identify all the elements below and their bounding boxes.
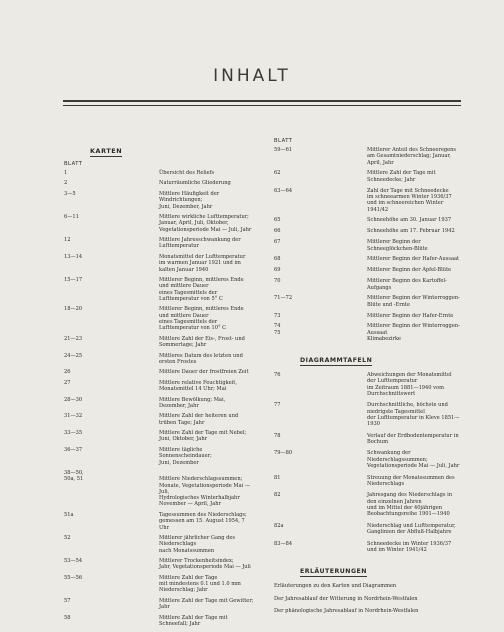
toc-entry-title: Mittlere relative Feuchtigkeit, Monatsmittel 14 Uhr; Mai xyxy=(159,379,237,393)
toc-entry-number: 74 75 xyxy=(274,323,281,336)
toc-entry xyxy=(274,450,460,469)
toc-entry xyxy=(64,598,254,611)
blatt-label: BLATT xyxy=(274,138,293,144)
toc-entry-number: 3—5 xyxy=(64,190,76,197)
toc-entry-title: Mittlere Dauer der frostfreien Zeit xyxy=(159,369,249,376)
toc-entry-number: 83—84 xyxy=(274,540,293,547)
toc-entry xyxy=(64,353,254,366)
toc-entry-number: 24—25 xyxy=(64,352,83,359)
toc-entry-title: Mittlerer Anteil des Schneeregens am Gesamtniederschlag; Januar, April, Jahr xyxy=(367,147,457,166)
toc-entry xyxy=(64,535,254,554)
toc-entry-number: 70 xyxy=(274,278,281,285)
toc-entry-title: Tagessummen des Niederschlags; gemessen am 15. August 1954, 7 Uhr xyxy=(159,511,247,531)
toc-entry-number: 71—72 xyxy=(274,295,293,302)
toc-note-entry: Der phänologische Jahresablauf in Nordrhein-Westfalen xyxy=(274,607,419,614)
karten-list-continued xyxy=(274,147,460,342)
toc-entry xyxy=(64,369,254,375)
toc-entry-number: 58 xyxy=(64,614,71,621)
toc-entry-title: Mittlere Zahl der Tage mit Schneefall; Jahr xyxy=(159,614,228,628)
toc-entry xyxy=(64,191,254,210)
toc-entry-number: 59—61 xyxy=(274,147,293,153)
contents-column-right xyxy=(274,138,460,620)
toc-entry-number: 69 xyxy=(274,267,281,274)
section-heading-karten: KARTEN xyxy=(90,147,123,155)
toc-entry-title: Naturräumliche Gliederung xyxy=(159,180,231,187)
toc-entry-number: 55—56 xyxy=(64,574,83,581)
toc-entry xyxy=(274,147,460,166)
toc-entry-title: Mittlere wirkliche Lufttemperatur; Januar, April, Juli, Oktober, Vegetationsperiode Mai — Juli, Jahr xyxy=(159,214,252,233)
toc-entry-number: 6—11 xyxy=(64,214,79,221)
toc-entry-title: Schneehöhe am 30. Januar 1937 xyxy=(367,217,452,224)
toc-entry-title: Mittlere Zahl der Tage mit Schneedecke; Jahr xyxy=(367,170,436,183)
toc-entry-number: 31—32 xyxy=(64,413,83,420)
title-rule-thin xyxy=(63,105,461,106)
toc-entry-title: Mittlere Zahl der Eis-, Frost- und Sommertage; Jahr xyxy=(159,335,245,349)
section-heading-erlaeuterungen: ERLÄUTERUNGEN xyxy=(300,568,367,576)
toc-entry xyxy=(274,256,460,262)
toc-entry-number: 82a xyxy=(274,522,284,529)
karten-list xyxy=(64,170,254,627)
toc-entry-number: 18—20 xyxy=(64,306,83,313)
toc-entry xyxy=(274,492,460,517)
toc-entry-number: 26 xyxy=(64,369,71,376)
toc-entry xyxy=(64,470,254,508)
toc-entry xyxy=(64,214,254,233)
toc-entry-number: 28—30 xyxy=(64,396,83,403)
toc-entry-number: 81 xyxy=(274,474,281,481)
toc-entry-title: Mittlerer Beginn der Schneeglöckchen-Blüte xyxy=(367,239,428,252)
diagrammtafeln-list xyxy=(274,372,460,553)
toc-entry-number: 51a xyxy=(64,511,74,518)
toc-entry xyxy=(274,402,460,427)
page-title: INHALT xyxy=(213,66,291,86)
toc-entry-number: 13—14 xyxy=(64,253,83,260)
toc-entry xyxy=(64,447,254,466)
toc-entry-number: 1 xyxy=(64,170,68,176)
toc-entry xyxy=(64,336,254,349)
title-rule-thick xyxy=(63,100,461,102)
toc-entry xyxy=(274,170,460,183)
toc-entry xyxy=(64,558,254,571)
toc-entry-title: Monatsmittel der Lufttemperatur im warmen Januar 1921 und im kalten Januar 1940 xyxy=(159,253,246,273)
toc-entry-number: 27 xyxy=(64,379,71,386)
toc-entry-title: Mittlerer Beginn, mittleres Ende und mittlere Dauer eines Tagesmittels der Lufttemperatur von 5° C xyxy=(159,276,244,302)
toc-entry xyxy=(274,541,460,554)
toc-entry xyxy=(64,277,254,302)
toc-entry-title: Schneedecke im Winter 1936/37 und im Winter 1941/42 xyxy=(367,540,452,553)
contents-column-left xyxy=(64,138,254,632)
toc-entry-title: Mittlere tägliche Sonnenscheindauer; Juni, Dezember xyxy=(159,446,212,466)
toc-note-entry: Erläuterungen zu den Karten und Diagrammen xyxy=(274,583,397,590)
toc-entry xyxy=(64,254,254,273)
toc-entry xyxy=(274,267,460,273)
toc-entry-number: 57 xyxy=(64,597,71,604)
toc-entry-number: 65 xyxy=(274,217,281,224)
toc-entry-title: Mittlere Niederschlagssummen; Monate, Vegetationsperiode Mai — Juli, Hydrologisches Winterhalbjahr November — April, Jahr xyxy=(159,476,251,508)
toc-entry-number: 36—37 xyxy=(64,446,83,453)
section-heading-diagrammtafeln: DIAGRAMMTAFELN xyxy=(300,356,373,364)
toc-entry xyxy=(274,217,460,223)
toc-entry-number: 68 xyxy=(274,256,281,263)
toc-entry-title: Mittlerer Beginn der Hafer-Ernte xyxy=(367,312,454,319)
toc-entry-title: Mittlerer Trockenheitsindex; Jahr, Vegetationsperiode Mai — Juli xyxy=(159,558,251,571)
toc-entry-title: Mittlerer jährlicher Gang des Niederschlags nach Monatssummen xyxy=(159,535,236,554)
toc-entry-title: Niederschlag und Lufttemperatur, Ganglinien der Abfluß-Halbjahre xyxy=(367,522,456,536)
toc-entry xyxy=(64,575,254,594)
toc-entry xyxy=(64,180,254,186)
toc-entry-number: 2 xyxy=(64,180,68,187)
toc-entry xyxy=(274,323,460,342)
toc-entry xyxy=(274,475,460,488)
toc-entry-number: 76 xyxy=(274,371,281,378)
toc-entry xyxy=(274,239,460,252)
toc-entry-title: Streuung der Monatssummen des Niederschlags xyxy=(367,474,455,487)
toc-entry xyxy=(64,237,254,250)
toc-entry-title: Mittlere Zahl der Tage mit Nebel; Juni, Oktober, Jahr xyxy=(159,430,247,443)
toc-entry-number: 62 xyxy=(274,170,281,177)
toc-entry-title: Mittlerer Beginn der Hafer-Aussaat xyxy=(367,256,460,263)
toc-entry-number: 66 xyxy=(274,228,281,235)
erlaeuterungen-list xyxy=(274,583,460,614)
toc-entry xyxy=(274,278,460,291)
toc-entry-number: 78 xyxy=(274,432,281,439)
toc-entry xyxy=(274,295,460,308)
toc-entry-number: 73 xyxy=(274,312,281,319)
toc-entry-number: 79—80 xyxy=(274,450,293,457)
toc-entry-title: Verlauf der Erdbodentemperatur in Bochum xyxy=(367,432,459,445)
toc-entry-title: Mittlerer Beginn der Winterroggen-Aussaat Klimabezirke xyxy=(367,323,460,343)
toc-entry xyxy=(64,430,254,443)
toc-entry-number: 38—50, 50a, 51 xyxy=(64,469,84,483)
toc-entry-title: Mittlere Zahl der Tage mit mindestens 0.1 und 1.0 mm Niederschlag; Jahr xyxy=(159,574,241,594)
toc-entry xyxy=(274,523,460,536)
toc-entry xyxy=(64,615,254,628)
toc-entry-title: Mittlerer Beginn der Apfel-Blüte xyxy=(367,267,452,274)
toc-entry-title: Mittlere Zahl der heiteren und trüben Tage; Jahr xyxy=(159,413,239,426)
toc-entry-number: 21—23 xyxy=(64,335,83,342)
toc-entry xyxy=(64,512,254,531)
toc-entry-title: Jahresgang des Niederschlags in den einzelnen Jahren und im Mittel der 40jährigen Beobachtungsreihe 1901—1940 xyxy=(367,492,453,518)
toc-entry-number: 33—35 xyxy=(64,430,83,437)
toc-entry-title: Schneehöhe am 17. Februar 1942 xyxy=(367,228,455,235)
toc-entry xyxy=(274,228,460,234)
toc-entry-number: 12 xyxy=(64,237,71,244)
toc-entry xyxy=(274,433,460,446)
toc-entry-title: Mittlerer Beginn des Kartoffel-Aufgangs xyxy=(367,278,447,291)
toc-entry xyxy=(64,170,254,176)
toc-entry-number: 53—54 xyxy=(64,558,83,565)
toc-entry-title: Schwankung der Niederschlagssummen; Vegetationsperiode Mai — Juli, Jahr xyxy=(367,450,460,470)
toc-entry-title: Mittlere Häufigkeit der Windrichtungen; Juni, Dezember, Jahr xyxy=(159,190,220,210)
toc-entry-title: Abweichungen der Monatsmittel der Lufttemperatur im Zeitraum 1881—1940 vom Durchschnittswert xyxy=(367,371,452,397)
toc-entry-title: Mittlerer Beginn der Winterroggen-Blüte und -Ernte xyxy=(367,295,460,308)
toc-entry-number: 67 xyxy=(274,239,281,246)
toc-entry-number: 82 xyxy=(274,492,281,499)
toc-entry-number: 77 xyxy=(274,402,281,409)
toc-entry-title: Mittlere Zahl der Tage mit Gewitter; Jahr xyxy=(159,597,254,611)
toc-entry xyxy=(64,306,254,331)
toc-entry-number: 63—64 xyxy=(274,187,293,194)
toc-entry-title: Mittlerer Beginn, mittleres Ende und mittlere Dauer eines Tagesmittels der Lufttemperatur von 10° C xyxy=(159,306,244,332)
toc-entry xyxy=(64,380,254,393)
toc-entry xyxy=(274,372,460,397)
toc-entry-title: Durchschnittliche, höchste und niedrigste Tagesmittel der Lufttemperatur in Kleve 1851—1930 xyxy=(367,402,460,428)
toc-entry xyxy=(64,397,254,410)
toc-entry-number: 52 xyxy=(64,535,71,542)
blatt-label: BLATT xyxy=(64,161,83,167)
toc-entry xyxy=(274,188,460,213)
toc-entry-title: Mittleres Datum des letzten und ersten Frostes xyxy=(159,352,243,365)
toc-note-entry: Der Jahresablauf der Witterung in Nordrhein-Westfalen xyxy=(274,595,418,602)
toc-entry xyxy=(64,413,254,426)
toc-entry-title: Mittlere Bewölkung; Mai, Dezember, Jahr xyxy=(159,396,226,409)
toc-entry-title: Zahl der Tage mit Schneedecke im schneearmen Winter 1936/37 und im schneereichen Winter 1941/42 xyxy=(367,187,452,213)
toc-entry-title: Übersicht des Reliefs xyxy=(159,170,215,176)
toc-entry xyxy=(274,313,460,319)
toc-entry-title: Mittlere Jahresschwankung der Lufttemperatur xyxy=(159,237,241,250)
toc-entry-number: 15—17 xyxy=(64,276,83,283)
